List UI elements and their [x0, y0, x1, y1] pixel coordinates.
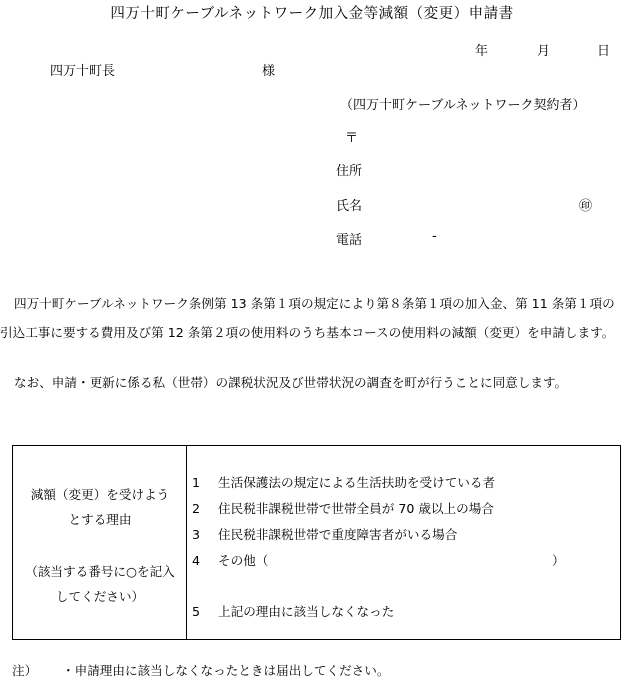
other-close-paren: ）	[552, 553, 565, 568]
reason-item	[192, 601, 394, 620]
footnote-text: ・申請理由に該当しなくなったときは届出してください。	[62, 663, 390, 678]
reason-note-text: （該当する番号に○を記入してください）	[25, 564, 175, 604]
date-month-label: 月	[537, 44, 551, 59]
applicant-heading: （四万十町ケーブルネットワーク契約者）	[340, 98, 586, 113]
reason-item	[192, 472, 495, 491]
reason-note	[13, 559, 187, 609]
seal-mark: ㊞	[579, 199, 593, 214]
date-year-label: 年	[475, 44, 489, 59]
phone-dash: -	[432, 229, 437, 244]
reason-item-text: 住民税非課税世帯で世帯全員が 70 歳以上の場合	[218, 501, 494, 516]
reason-item-text: 生活保護法の規定による生活扶助を受けている者	[218, 475, 496, 490]
reason-item-text: その他（	[218, 553, 269, 568]
request-paragraph: 四万十町ケーブルネットワーク条例第 13 条第１項の規定により第８条第１項の加入金、第 11 条第１項の引込工事に要する費用及び第 12 条第２項の使用料のうち基本コースの使用料の減額（変更）を申請します。	[0, 296, 615, 340]
reason-item-number: 2	[192, 501, 201, 516]
reason-item	[192, 498, 494, 517]
address-label: 住所	[336, 164, 363, 179]
phone-label: 電話	[336, 233, 363, 248]
honorific: 様	[262, 64, 276, 79]
reason-item-text: 上記の理由に該当しなくなった	[218, 604, 395, 619]
footnote-label: 注）	[12, 663, 38, 678]
addressee: 四万十町長	[50, 64, 116, 79]
reason-heading-text: 減額（変更）を受けようとする理由	[30, 487, 170, 527]
postal-mark: 〒	[345, 131, 359, 146]
reason-item-number: 3	[192, 527, 201, 542]
reason-item-number: 1	[192, 475, 201, 490]
reason-item	[192, 550, 268, 569]
reason-item-text: 住民税非課税世帯で重度障害者がいる場合	[218, 527, 458, 542]
reason-heading	[13, 482, 187, 532]
name-label: 氏名	[336, 199, 363, 214]
date-day-label: 日	[597, 44, 611, 59]
page-title: 四万十町ケーブルネットワーク加入金等減額（変更）申請書	[110, 6, 514, 22]
reason-item-number: 5	[192, 604, 201, 619]
reason-label-cell	[13, 446, 187, 639]
reason-item	[192, 524, 457, 543]
consent-paragraph: なお、申請・更新に係る私（世帯）の課税状況及び世帯状況の調査を町が行うことに同意します。	[14, 375, 568, 390]
reason-item-number: 4	[192, 553, 201, 568]
